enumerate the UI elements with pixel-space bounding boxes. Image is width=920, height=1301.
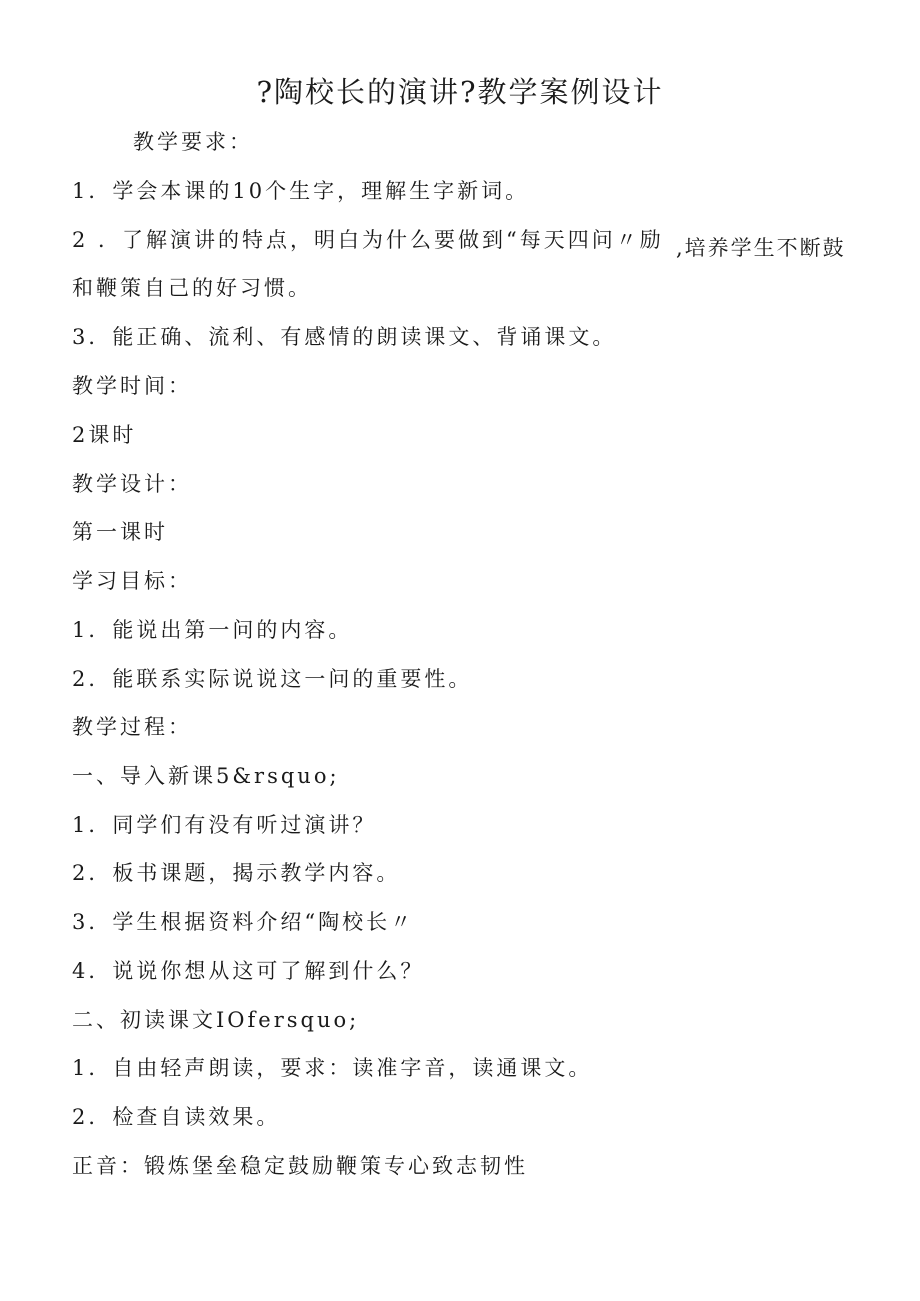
requirement-item-2-wrap: 和鞭策自己的好习惯。 (72, 276, 312, 300)
intro-item-2: 2．板书课题，揭示教学内容。 (72, 861, 401, 885)
goal-item-1: 1．能说出第一问的内容。 (72, 618, 353, 642)
intro-item-4: 4．说说你想从这可了解到什么？ (72, 959, 425, 983)
section-heading-teaching-time: 教学时间： (72, 374, 192, 398)
section-heading-teaching-requirements: 教学要求： (133, 130, 253, 154)
reading-item-2: 2．检查自读效果。 (72, 1105, 281, 1129)
goal-item-2: 2．能联系实际说说这一问的重要性。 (72, 667, 473, 691)
requirement-item-2-continuation: ,培养学生不断鼓 (676, 236, 846, 260)
process-step-first-reading: 二、初读课文IOfersquo; (72, 1008, 360, 1032)
document-title: ?陶校长的演讲?教学案例设计 (256, 75, 664, 109)
lesson-heading-first: 第一课时 (72, 520, 168, 544)
process-step-intro: 一、导入新课5&rsquo; (72, 764, 340, 788)
requirement-item-3: 3．能正确、流利、有感情的朗读课文、背诵课文。 (72, 325, 617, 349)
intro-item-3: 3．学生根据资料介绍“陶校长〃 (72, 910, 415, 934)
section-heading-teaching-process: 教学过程： (72, 715, 192, 739)
section-heading-learning-goals: 学习目标： (72, 569, 192, 593)
teaching-time-value: 2课时 (72, 423, 137, 447)
requirement-item-2: 2 ．了解演讲的特点，明白为什么要做到“每天四问〃励 (72, 228, 664, 252)
intro-item-1: 1．同学们有没有听过演讲？ (72, 813, 377, 837)
pronunciation-line: 正音：锻炼堡垒稳定鼓励鞭策专心致志韧性 (72, 1154, 528, 1178)
section-heading-teaching-design: 教学设计： (72, 472, 192, 496)
requirement-item-1: 1．学会本课的10个生字，理解生字新词。 (72, 179, 530, 203)
reading-item-1: 1．自由轻声朗读，要求：读准字音，读通课文。 (72, 1056, 593, 1080)
